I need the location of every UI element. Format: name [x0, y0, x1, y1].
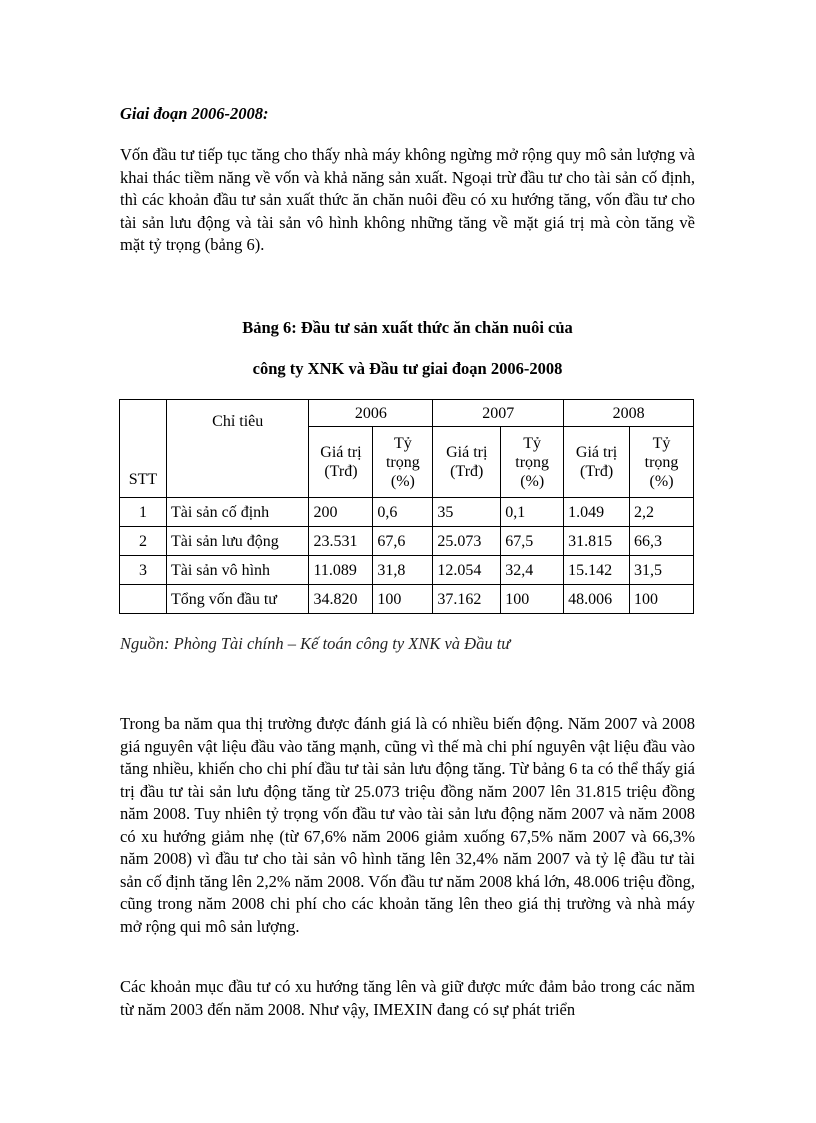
table-row — [120, 527, 694, 556]
share-header-2006: Tỷ trọng (%) — [373, 427, 433, 498]
row-value-2006: 34.820 — [309, 585, 373, 614]
row-indicator: Tổng vốn đầu tư — [166, 585, 309, 614]
table-year-header-row — [120, 400, 694, 427]
table-row — [120, 498, 694, 527]
row-indicator: Tài sản vô hình — [166, 556, 309, 585]
row-indicator: Tài sản cố định — [166, 498, 309, 527]
row-value-2006: 200 — [309, 498, 373, 527]
row-share-2006: 100 — [373, 585, 433, 614]
row-share-2007: 0,1 — [501, 498, 564, 527]
row-share-2008: 2,2 — [630, 498, 694, 527]
row-share-2006: 31,8 — [373, 556, 433, 585]
table-caption-line1: Bảng 6: Đầu tư sản xuất thức ăn chăn nuôi của — [242, 318, 573, 337]
row-value-2007: 25.073 — [433, 527, 501, 556]
section-heading: Giai đoạn 2006-2008: — [120, 104, 269, 123]
paragraph-analysis: Trong ba năm qua thị trường được đánh giá là có nhiều biến động. Năm 2007 và 2008 giá nguyên vật liệu đầu vào tăng mạnh, cũng vì thế mà chi phí nguyên vật liệu đầu vào tăng nhiều, khiến cho chi phí đầu tư tài sản lưu động tăng. Từ bảng 6 ta có thể thấy giá trị đầu tư tài sản lưu động tăng từ 25.073 triệu đồng năm 2007 lên 31.815 triệu đồng năm 2008. Tuy nhiên tỷ trọng vốn đầu tư vào tài sản lưu động năm 2007 và năm 2008 có xu hướng giảm nhẹ (từ 67,6% năm 2006 giảm xuống 67,5% năm 2007 và 66,3% năm 2008) vì đầu tư cho tài sản vô hình tăng lên 32,4% năm 2007 và tỷ lệ đầu tư tài sản cố định tăng lên 2,2% năm 2008. Vốn đầu tư năm 2008 khá lớn, 48.006 triệu đồng, cũng trong năm 2008 chi phí cho các khoản tăng lên theo giá thị trường và nhà máy mở rộng qui mô sản lượng. — [120, 714, 695, 936]
indicator-header: Chỉ tiêu — [166, 400, 309, 498]
row-value-2007: 37.162 — [433, 585, 501, 614]
row-stt: 2 — [120, 527, 167, 556]
table-row — [120, 556, 694, 585]
investment-table — [119, 399, 694, 614]
paragraph-intro: Vốn đầu tư tiếp tục tăng cho thấy nhà máy không ngừng mở rộng quy mô sản lượng và khai thác tiềm năng về vốn và khả năng sản xuất. Ngoại trừ đầu tư cho tài sản cố định, thì các khoản đầu tư sản xuất thức ăn chăn nuôi đều có xu hướng tăng, vốn đầu tư cho tài sản lưu động và tài sản vô hình không những tăng về mặt giá trị mà còn tăng về mặt tỷ trọng (bảng 6). — [120, 145, 695, 254]
row-share-2007: 32,4 — [501, 556, 564, 585]
year-header-2006: 2006 — [309, 400, 433, 427]
row-share-2007: 100 — [501, 585, 564, 614]
row-share-2007: 67,5 — [501, 527, 564, 556]
row-value-2006: 11.089 — [309, 556, 373, 585]
table-source-note: Nguồn: Phòng Tài chính – Kế toán công ty XNK và Đầu tư — [120, 634, 511, 653]
row-stt: 3 — [120, 556, 167, 585]
row-stt — [120, 585, 167, 614]
share-header-2007: Tỷ trọng (%) — [501, 427, 564, 498]
row-share-2006: 67,6 — [373, 527, 433, 556]
row-share-2006: 0,6 — [373, 498, 433, 527]
year-header-2007: 2007 — [433, 400, 564, 427]
row-value-2006: 23.531 — [309, 527, 373, 556]
value-header-2006: Giá trị (Trđ) — [309, 427, 373, 498]
row-value-2008: 48.006 — [564, 585, 630, 614]
row-value-2008: 15.142 — [564, 556, 630, 585]
table-total-row — [120, 585, 694, 614]
row-value-2008: 1.049 — [564, 498, 630, 527]
share-header-2008: Tỷ trọng (%) — [630, 427, 694, 498]
value-header-2008: Giá trị (Trđ) — [564, 427, 630, 498]
row-indicator: Tài sản lưu động — [166, 527, 309, 556]
row-share-2008: 66,3 — [630, 527, 694, 556]
row-share-2008: 100 — [630, 585, 694, 614]
table-caption-line2: công ty XNK và Đầu tư giai đoạn 2006-2008 — [252, 359, 563, 378]
paragraph-conclusion: Các khoản mục đầu tư có xu hướng tăng lên và giữ được mức đảm bảo trong các năm từ năm 2003 đến năm 2008. Như vậy, IMEXIN đang có sự phát triển — [120, 977, 695, 1019]
row-share-2008: 31,5 — [630, 556, 694, 585]
year-header-2008: 2008 — [564, 400, 694, 427]
row-value-2008: 31.815 — [564, 527, 630, 556]
value-header-2007: Giá trị (Trđ) — [433, 427, 501, 498]
row-stt: 1 — [120, 498, 167, 527]
row-value-2007: 35 — [433, 498, 501, 527]
row-value-2007: 12.054 — [433, 556, 501, 585]
stt-header: STT — [120, 400, 167, 498]
